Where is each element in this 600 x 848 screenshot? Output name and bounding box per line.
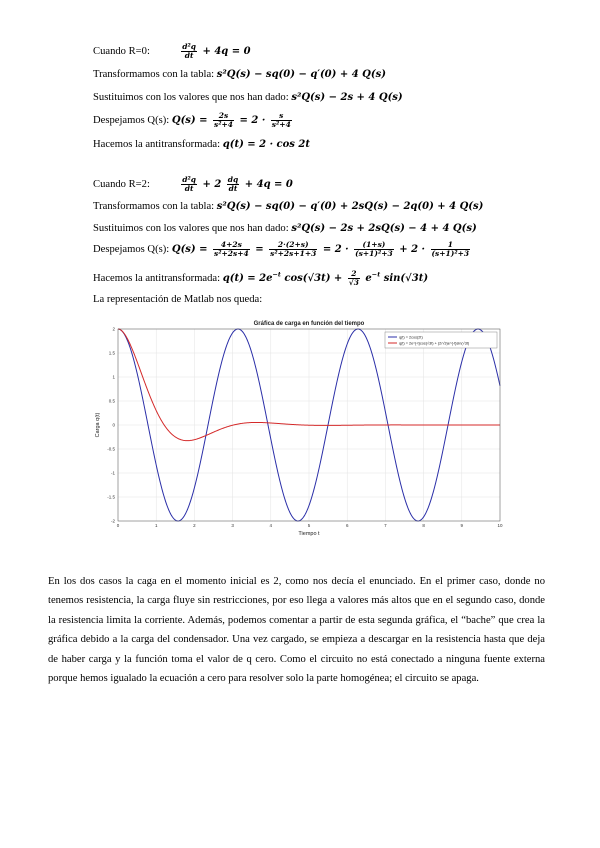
fraction-2-sqrt3: $\frac{2}{√3}$ (348, 269, 359, 287)
transform-r2-eq: s²Q(s) − sq(0) − q′(0) + 2sQ(s) − 2q(0) + 4 Q(s) (216, 201, 484, 212)
x-tick-label: 10 (497, 523, 503, 528)
y-tick-label: -0.5 (107, 446, 115, 452)
eq-line-substitute-r0: Sustituimos con los valores que nos han dado: s²Q(s) − 2s + 4 Q(s) (93, 92, 403, 103)
fraction-2s: $\frac{2s}{\text{s²+4}}$ (214, 111, 234, 129)
substitute-r2-eq: s²Q(s) − 2s + 2sQ(s) − 4 + 4 Q(s) (291, 223, 477, 234)
matlab-intro: La representación de Matlab nos queda: (93, 294, 263, 305)
y-tick-label: 1 (112, 374, 115, 380)
legend-label-damped: q(t) = 2e^{-t}cos(√3t) + (2/√3)e^{-t}sin(√3t) (399, 341, 470, 346)
eq-line-transform-r2: Transformamos con la tabla: s²Q(s) − sq(0) − q′(0) + 2sQ(s) − 2q(0) + 4 Q(s) (93, 201, 484, 212)
x-tick-label: 1 (154, 523, 158, 528)
chart-y-axis-label: Carga q(t) (95, 412, 101, 438)
case-r2-label: Cuando R=2: (93, 179, 150, 190)
eq-line-inverse-r0: Hacemos la antitransformada: q(t) = 2 · cos 2t (93, 139, 310, 150)
y-tick-label: 2 (112, 326, 115, 332)
x-tick-label: 7 (384, 523, 387, 528)
fraction-d2q-dt-b: $\frac{\text{d²q}}{dt}$ (182, 175, 196, 193)
fraction-2-2s: $\frac{2\cdot(2+s)}{\text{s²+2s+1+3}}$ (270, 240, 317, 258)
legend-label-cos: q(t) = 2cos(2t) (399, 335, 423, 340)
eq-line-r2: Cuando R=2: $\frac{\text{d²q}}{dt}$ + 2 $\frac{dq}{dt}$ + 4q = 0 (93, 175, 293, 193)
x-tick-label: 6 (345, 523, 349, 528)
fraction-s: $\frac{s}{\text{s²+4}}$ (271, 111, 291, 129)
chart-x-axis-label: Tiempo t (298, 531, 320, 537)
eq-line-solve-r2: Despejamos Q(s): Q(s) = $\frac{4+2s}{\text{s²+2s+4}}$ = $\frac{2\cdot(2+s)}{\text{s²+2s+1+3}}$ = 2 · $\frac{(1+s)}{\text{(s+1)²+3}}$ + 2 · $\frac{1}{\text{(s+1)²+3}}$ (93, 240, 470, 258)
y-tick-label: 1.5 (108, 350, 115, 356)
y-tick-label: 0.5 (108, 398, 115, 404)
fraction-d2q-dt: $\frac{\text{d²q}}{dt}$ (182, 42, 196, 60)
fraction-1s: $\frac{(1+s)}{\text{(s+1)²+3}}$ (355, 240, 393, 258)
x-tick-label: 0 (116, 523, 120, 528)
eq-line-transform-r0: Transformamos con la tabla: s²Q(s) − sq(0) − q′(0) + 4 Q(s) (93, 69, 386, 80)
charge-chart (86, 316, 506, 542)
transform-r0-eq: s²Q(s) − sq(0) − q′(0) + 4 Q(s) (216, 69, 386, 80)
x-tick-label: 4 (269, 523, 273, 528)
inverse-r0-eq: q(t) = 2 · cos 2t (222, 139, 310, 150)
chart-title: Gráfica de carga en función del tiempo (253, 321, 365, 327)
x-tick-label: 9 (460, 523, 464, 528)
eq-line-substitute-r2: Sustituimos con los valores que nos han dado: s²Q(s) − 2s + 2sQ(s) − 4 + 4 Q(s) (93, 223, 477, 234)
x-tick-label: 3 (231, 523, 234, 528)
conclusion-paragraph: En los dos casos la caga en el momento inicial es 2, como nos decía el enunciado. En el primer caso, donde no tenemos resistencia, la carga fluye sin restricciones, por eso llega a valores más altos que en el segundo caso, donde la resistencia limita la corriente. Además, podemos comentar a partir de esta segunda gráfica, el “bache” que crea la gráfica debido a la carga del condensador. Una vez cargado, se empieza a descargar en la resistencia hasta que deja de haber carga y la función toma el valor de q cero. Como el circuito no está conectado a ninguna fuente externa porque hemos igualado la ecuación a cero para resolver solo la parte homogénea; el circuito se apaga. (48, 576, 545, 685)
x-tick-label: 8 (422, 523, 425, 528)
fraction-dq-dt: $\frac{dq}{dt}$ (227, 175, 239, 193)
fraction-1: $\frac{1}{\text{(s+1)²+3}}$ (431, 240, 470, 258)
chart-legend (385, 332, 497, 348)
y-tick-label: 0 (112, 422, 115, 428)
x-tick-label: 2 (193, 523, 196, 528)
fraction-4-2s: $\frac{4+2s}{\text{s²+2s+4}}$ (214, 240, 249, 258)
y-tick-label: -1 (110, 470, 115, 476)
equation-r0: + 4q = 0 (202, 46, 251, 57)
x-tick-label: 5 (307, 523, 311, 528)
eq-line-inverse-r2: Hacemos la antitransformada: $q(t) = 2e^{-t}$ cos(√3t) + $\frac{2}{√3}$ $e^{-t}$ sin(√3t) (93, 269, 429, 287)
y-tick-label: -2 (110, 518, 115, 524)
y-tick-label: -1.5 (107, 494, 115, 500)
substitute-r0-eq: s²Q(s) − 2s + 4 Q(s) (291, 92, 403, 103)
case-r0-label: Cuando R=0: (93, 46, 150, 57)
eq-line-r0 (93, 43, 251, 60)
eq-line-solve-r0: Despejamos Q(s): Q(s) = $\frac{2s}{\text{s²+4}}$ = 2 · $\frac{s}{\text{s²+4}}$ (93, 111, 291, 129)
